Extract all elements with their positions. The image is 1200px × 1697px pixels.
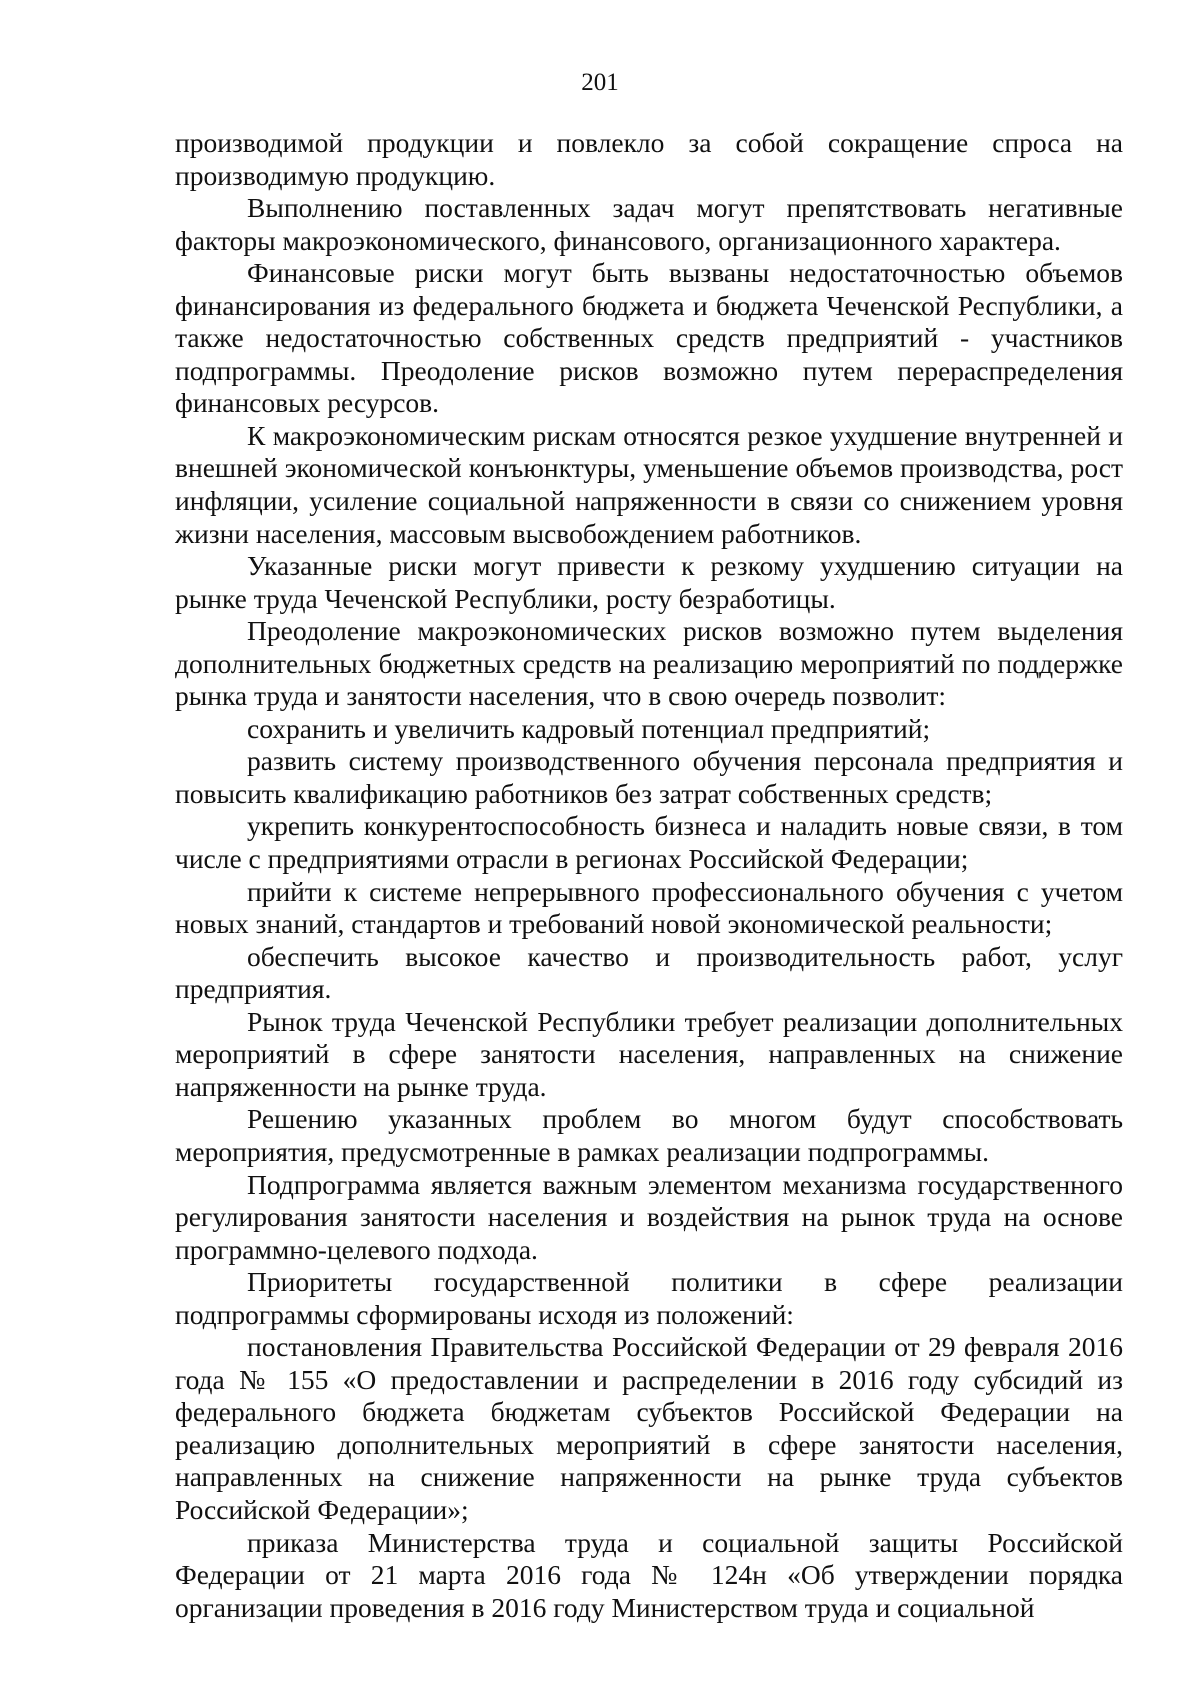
paragraph-government-resolution: постановления Правительства Российской Федерации от 29 февраля 2016 года № 155 «О предоставлении и распределении в 2016 году субсидий из федерального бюджета бюджетам субъектов Российской Федерации на реализацию дополнительных мероприятий в сфере занятости населения, направленных на снижение напряженности на рынке труда субъектов Российской Федерации»; bbox=[175, 1331, 1123, 1525]
page-number: 201 bbox=[581, 69, 619, 96]
document-body bbox=[175, 127, 1123, 1624]
list-item-continuous-training: прийти к системе непрерывного профессионального обучения с учетом новых знаний, стандартов и требований новой экономической реальности; bbox=[175, 875, 1123, 940]
list-item-training-system: развить систему производственного обучения персонала предприятия и повысить квалификацию работников без затрат собственных средств; bbox=[175, 745, 1123, 809]
paragraph-financial-risks: Финансовые риски могут быть вызваны недостаточностью объемов финансирования из федерального бюджета и бюджета Чеченской Республики, а также недостаточностью собственных средств предприятий - участников подпрограммы. Преодоление рисков возможно путем перераспределения финансовых ресурсов. bbox=[175, 257, 1123, 419]
paragraph-overcoming-risks: Преодоление макроэкономических рисков возможно путем выделения дополнительных бюджетных средств на реализацию мероприятий по поддержке рынка труда и занятости населения, что в свою очередь позволит: bbox=[175, 615, 1123, 712]
paragraph-continuation: производимой продукции и повлекло за собой сокращение спроса на производимую продукцию. bbox=[175, 127, 1123, 191]
paragraph-priorities: Приоритеты государственной политики в сфере реализации подпрограммы сформированы исходя из положений: bbox=[175, 1266, 1123, 1330]
paragraph-ministry-order: приказа Министерства труда и социальной защиты Российской Федерации от 21 марта 2016 года № 124н «Об утверждении порядка организации проведения в 2016 году Министерством труда и социальной bbox=[175, 1526, 1123, 1623]
list-item-competitiveness: укрепить конкурентоспособность бизнеса и наладить новые связи, в том числе с предприятиями отрасли в регионах Российской Федерации; bbox=[175, 810, 1123, 875]
paragraph-negative-factors: Выполнению поставленных задач могут препятствовать негативные факторы макроэкономического, финансового, организационного характера. bbox=[175, 192, 1123, 256]
list-item-quality: обеспечить высокое качество и производительность работ, услуг предприятия. bbox=[175, 940, 1123, 1005]
list-item-personnel-potential: сохранить и увеличить кадровый потенциал предприятий; bbox=[247, 712, 931, 744]
paragraph-solutions: Решению указанных проблем во многом будут способствовать мероприятия, предусмотренные в рамках реализации подпрограммы. bbox=[175, 1103, 1123, 1167]
paragraph-subprogram-role: Подпрограмма является важным элементом механизма государственного регулирования занятости населения и воздействия на рынок труда на основе программно-целевого подхода. bbox=[175, 1168, 1123, 1265]
paragraph-macroeconomic-risks: К макроэкономическим рискам относятся резкое ухудшение внутренней и внешней экономической конъюнктуры, уменьшение объемов производства, рост инфляции, усиление социальной напряженности в связи со снижением уровня жизни населения, массовым высвобождением работников. bbox=[175, 419, 1123, 549]
paragraph-labor-market: Рынок труда Чеченской Республики требует реализации дополнительных мероприятий в сфере занятости населения, направленных на снижение напряженности на рынке труда. bbox=[175, 1005, 1123, 1102]
paragraph-risk-consequences: Указанные риски могут привести к резкому ухудшению ситуации на рынке труда Чеченской Республики, росту безработицы. bbox=[175, 550, 1123, 614]
